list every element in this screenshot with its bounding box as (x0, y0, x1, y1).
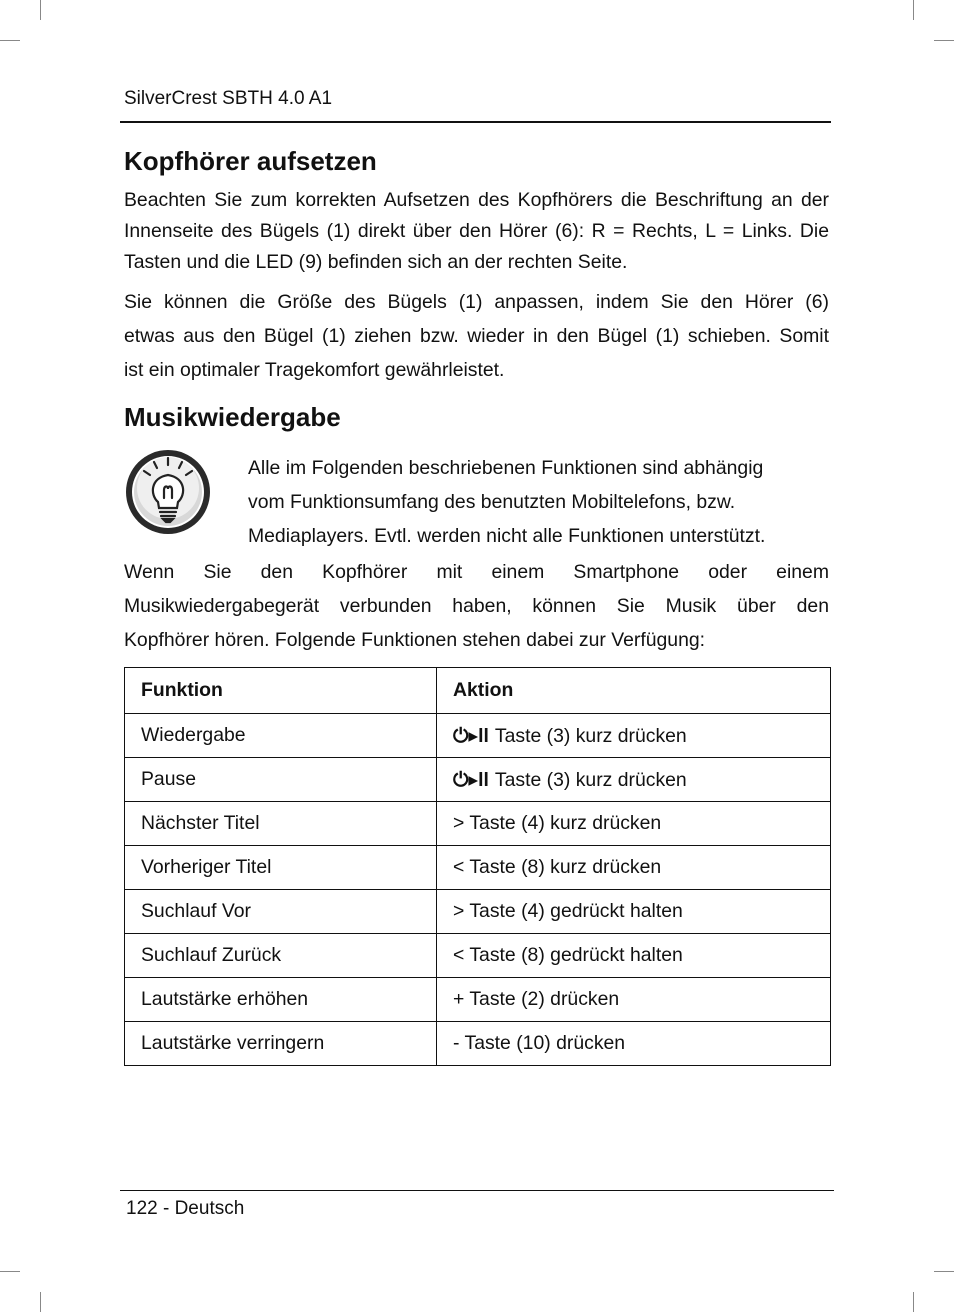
section-heading-kopfhoerer: Kopfhörer aufsetzen (124, 146, 377, 176)
header-rule (120, 121, 831, 123)
cell-funktion: Vorheriger Titel (125, 846, 437, 890)
cell-aktion (437, 934, 831, 978)
table-row (125, 978, 831, 1022)
play-pause-icon: ⏻▸ll (453, 768, 489, 791)
crop-mark (40, 0, 41, 20)
cell-aktion (437, 846, 831, 890)
cell-aktion-text: - Taste (10) drücken (453, 1032, 626, 1054)
crop-mark (934, 1271, 954, 1272)
cell-aktion (437, 802, 831, 846)
text-line: etwas aus den Bügel (1) ziehen bzw. wieder in den Bügel (1) schieben. Somit (124, 325, 829, 347)
function-table (124, 667, 831, 1066)
crop-mark (934, 40, 954, 41)
cell-funktion: Pause (125, 758, 437, 802)
cell-aktion-text: > Taste (4) kurz drücken (453, 812, 662, 834)
text-line: Alle im Folgenden beschriebenen Funktionen sind abhängig (248, 457, 764, 479)
cell-aktion-text: < Taste (8) gedrückt halten (453, 944, 683, 966)
text-line: Beachten Sie zum korrekten Aufsetzen des Kopfhörers die Beschriftung an der (124, 189, 829, 211)
table-row (125, 846, 831, 890)
running-header: SilverCrest SBTH 4.0 A1 (124, 88, 333, 109)
cell-aktion (437, 890, 831, 934)
table-row (125, 934, 831, 978)
table-header-row (125, 668, 831, 714)
text-line: ist ein optimaler Tragekomfort gewährleistet. (124, 359, 505, 381)
text-line: Musikwiedergabegerät verbunden haben, können Sie Musik über den (124, 595, 829, 617)
page-footer: 122 - Deutsch (126, 1198, 245, 1219)
cell-funktion: Suchlauf Vor (125, 890, 437, 934)
text-line: Tasten und die LED (9) befinden sich an der rechten Seite. (124, 251, 628, 273)
text-line: Mediaplayers. Evtl. werden nicht alle Funktionen unterstützt. (248, 525, 766, 547)
cell-funktion: Nächster Titel (125, 802, 437, 846)
cell-funktion: Lautstärke verringern (125, 1022, 437, 1066)
text-line: vom Funktionsumfang des benutzten Mobiltelefons, bzw. (248, 491, 736, 513)
paragraph-aufsetzen-2 (124, 285, 829, 387)
crop-mark (913, 0, 914, 20)
text-line: Wenn Sie den Kopfhörer mit einem Smartphone oder einem (124, 561, 829, 583)
table-row (125, 1022, 831, 1066)
table-row (125, 890, 831, 934)
cell-aktion (437, 1022, 831, 1066)
cell-aktion (437, 978, 831, 1022)
text-line: Kopfhörer hören. Folgende Funktionen stehen dabei zur Verfügung: (124, 629, 706, 651)
cell-aktion-text: > Taste (4) gedrückt halten (453, 900, 683, 922)
table-row (125, 758, 831, 802)
lightbulb-icon (124, 448, 212, 536)
play-pause-icon: ⏻▸ll (453, 724, 489, 747)
cell-aktion-text: + Taste (2) drücken (453, 988, 620, 1010)
cell-funktion: Lautstärke erhöhen (125, 978, 437, 1022)
tip-note (248, 451, 765, 553)
footer-rule (120, 1190, 834, 1191)
crop-mark (40, 1292, 41, 1312)
table-row (125, 802, 831, 846)
cell-funktion: Wiedergabe (125, 714, 437, 758)
column-header-funktion: Funktion (125, 668, 437, 714)
crop-mark (913, 1292, 914, 1312)
paragraph-aufsetzen-1 (124, 185, 829, 278)
section-heading-musikwiedergabe: Musikwiedergabe (124, 402, 341, 432)
cell-aktion (437, 758, 831, 802)
crop-mark (0, 40, 20, 41)
text-line: Innenseite des Bügels (1) direkt über den Hörer (6): R = Rechts, L = Links. Die (124, 220, 829, 242)
column-header-aktion: Aktion (437, 668, 831, 714)
cell-aktion (437, 714, 831, 758)
text-line: Sie können die Größe des Bügels (1) anpassen, indem Sie den Hörer (6) (124, 291, 829, 313)
cell-aktion-text: < Taste (8) kurz drücken (453, 856, 662, 878)
crop-mark (0, 1271, 20, 1272)
table-row (125, 714, 831, 758)
paragraph-musikwiedergabe (124, 555, 829, 657)
cell-aktion-text: Taste (3) kurz drücken (489, 724, 687, 747)
cell-aktion-text: Taste (3) kurz drücken (489, 768, 687, 791)
cell-funktion: Suchlauf Zurück (125, 934, 437, 978)
